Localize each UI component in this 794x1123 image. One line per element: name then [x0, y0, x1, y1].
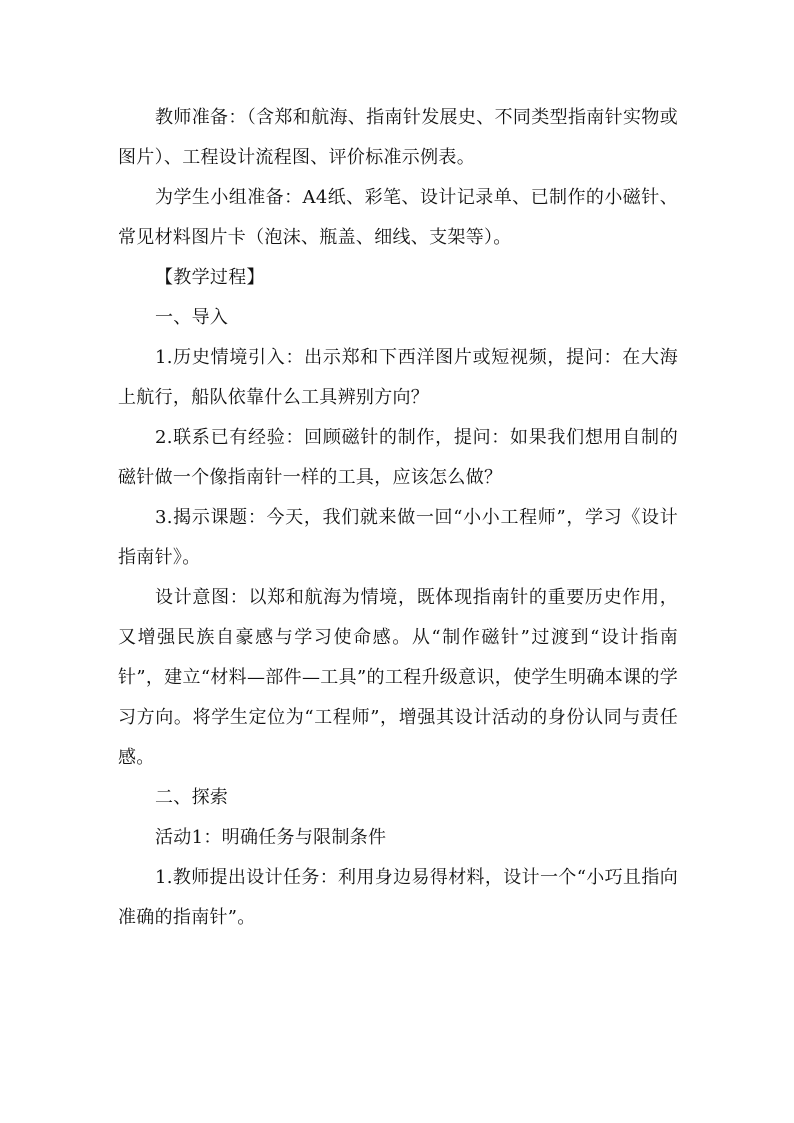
heading-introduction: 一、导入 — [155, 307, 229, 328]
paragraph-teacher-prep: 教师准备：（含郑和航海、指南针发展史、不同类型指南针实物或图片）、工程设计流程图、评价标准示例表。 — [118, 107, 678, 168]
paragraph-design-intent: 设计意图：以郑和航海为情境，既体现指南针的重要历史作用，又增强民族自豪感与学习使命感。从“制作磁针”过渡到“设计指南针”，建立“材料—部件—工具”的工程升级意识，使学生明确本课的学习方向。将学生定位为“工程师”，增强其设计活动的身份认同与责任感。 — [118, 587, 678, 768]
paragraph-intro-step-2: 2.联系已有经验：回顾磁针的制作，提问：如果我们想用自制的磁针做一个像指南针一样的工具，应该怎么做？ — [118, 427, 678, 488]
document-body — [118, 98, 678, 938]
heading-teaching-process: 【教学过程】 — [155, 267, 265, 288]
paragraph-activity-1-step-1: 1.教师提出设计任务：利用身边易得材料，设计一个“小巧且指向准确的指南针”。 — [118, 867, 678, 928]
paragraph-student-prep: 为学生小组准备：A4纸、彩笔、设计记录单、已制作的小磁针、常见材料图片卡（泡沫、瓶盖、细线、支架等）。 — [118, 187, 678, 248]
heading-activity-1: 活动1：明确任务与限制条件 — [155, 827, 387, 848]
paragraph-intro-step-3: 3.揭示课题：今天，我们就来做一回“小小工程师”，学习《设计指南针》。 — [118, 507, 678, 568]
paragraph-intro-step-1: 1.历史情境引入：出示郑和下西洋图片或短视频，提问：在大海上航行，船队依靠什么工具辨别方向？ — [118, 347, 678, 408]
heading-exploration: 二、探索 — [155, 787, 229, 808]
